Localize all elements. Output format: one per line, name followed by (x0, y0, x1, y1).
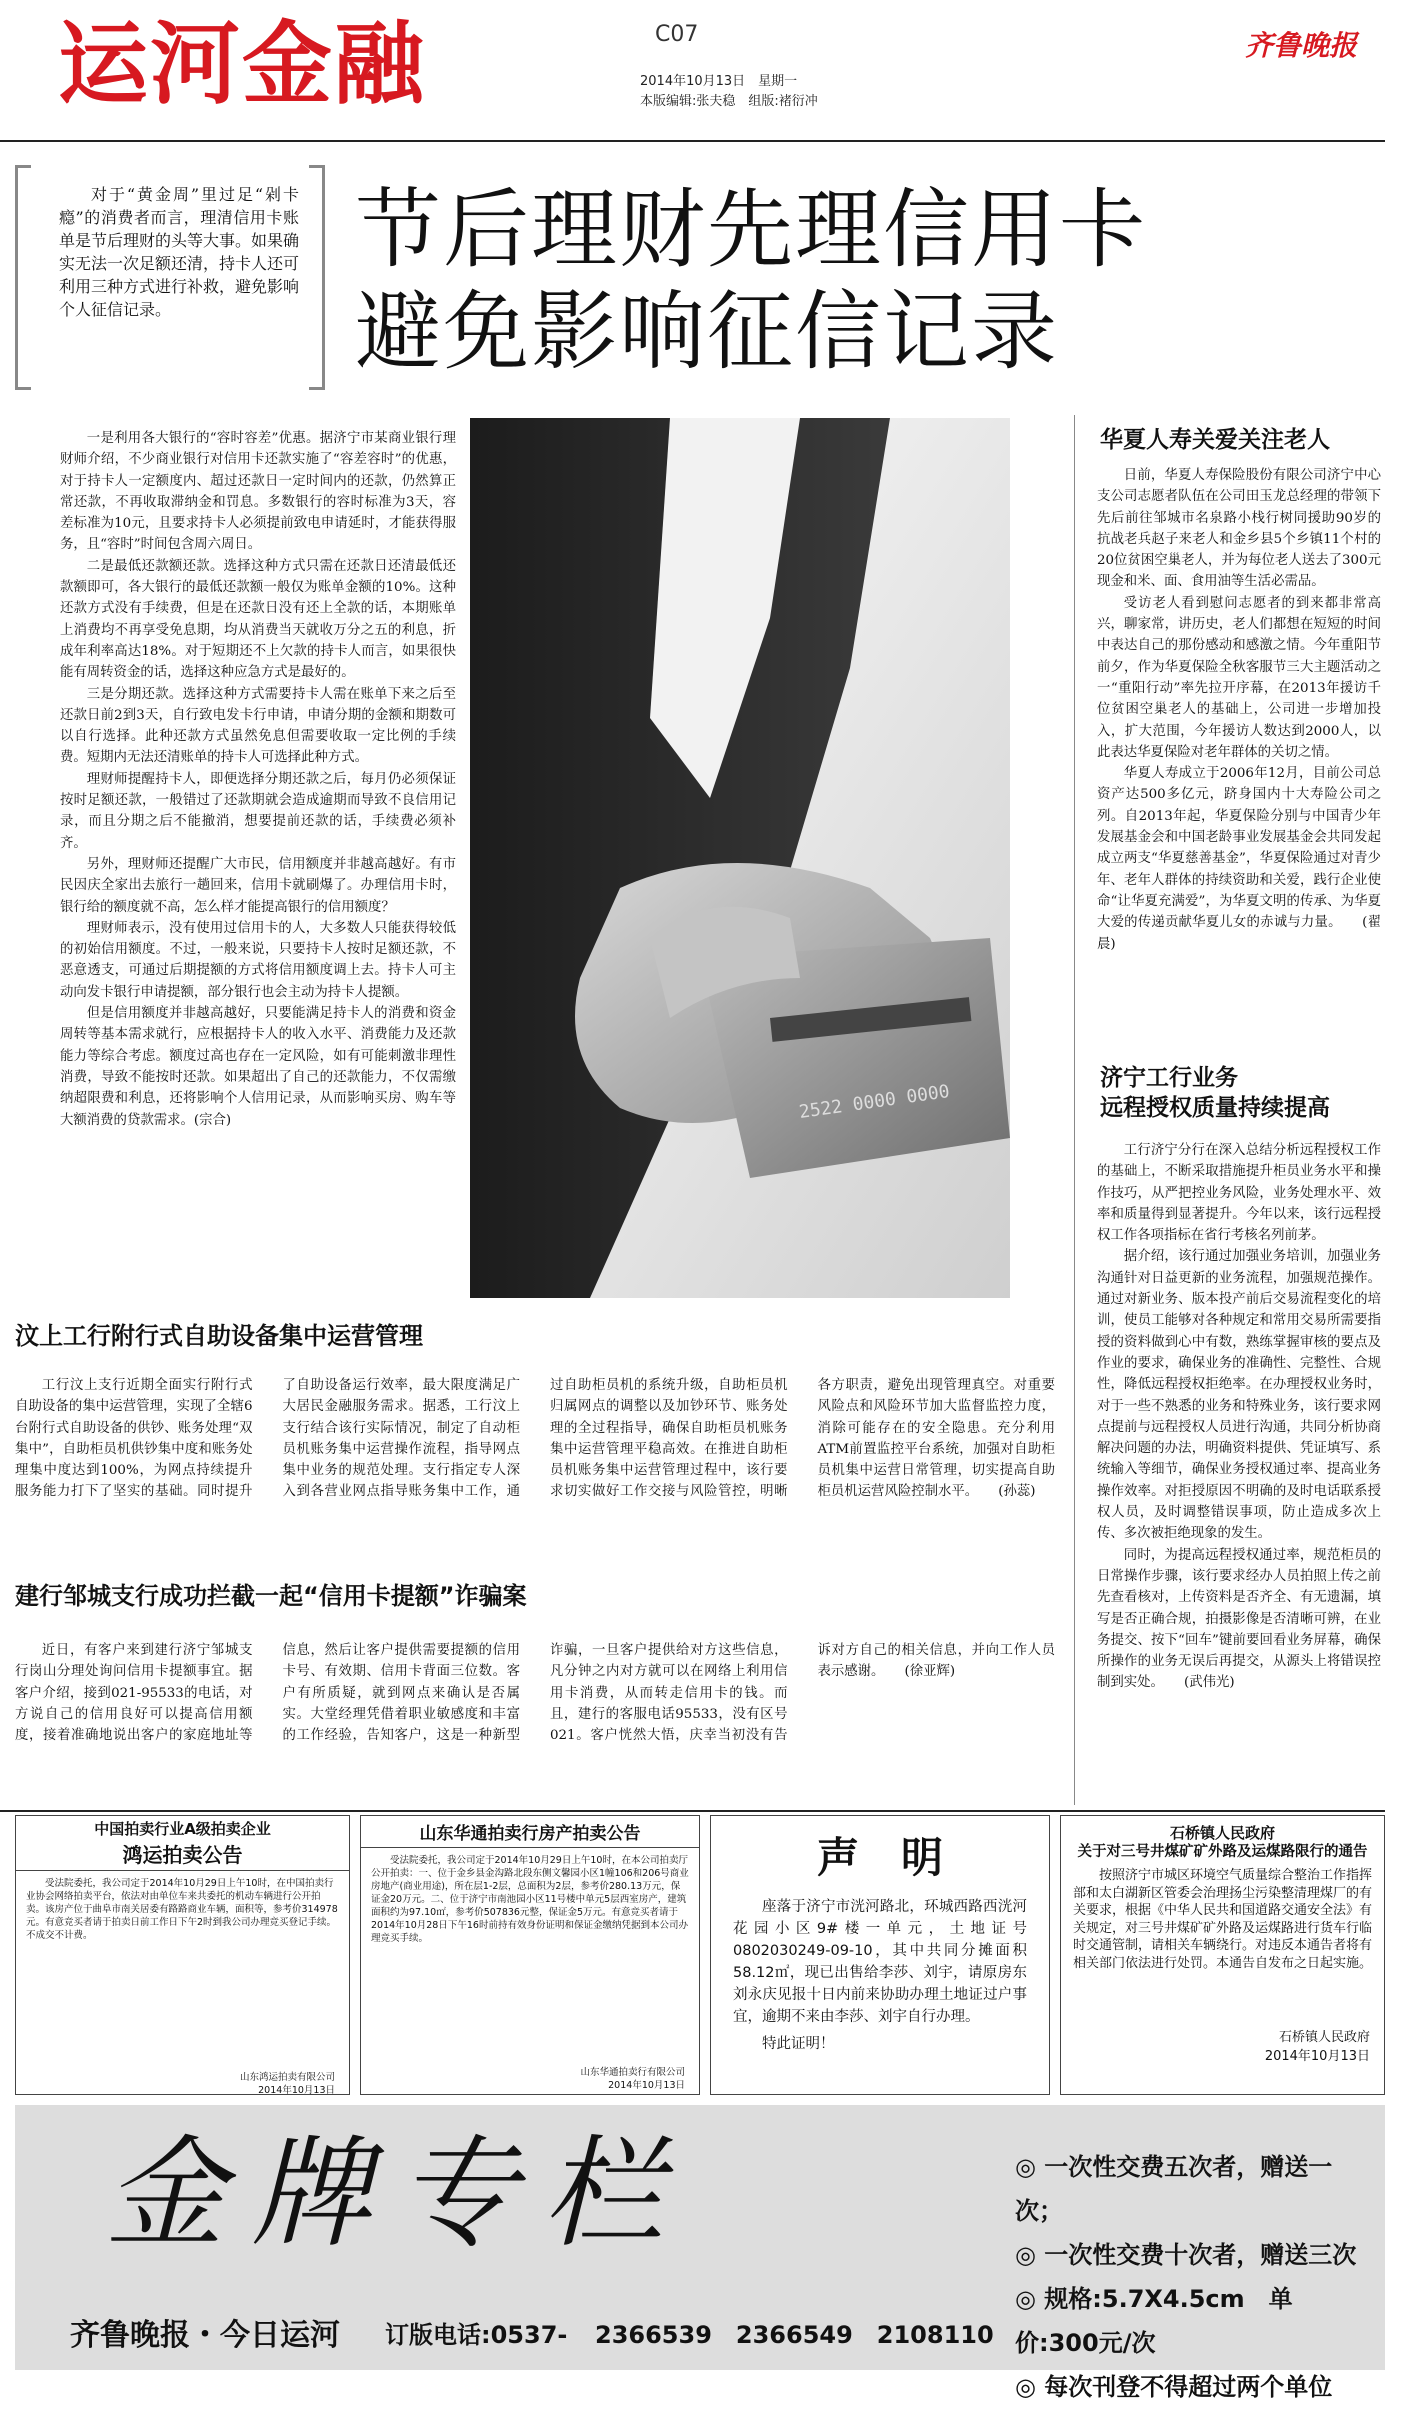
auction1-date: 2014年10月13日 (258, 2085, 335, 2096)
wenshang-body: 工行汶上支行近期全面实行附行式自助设备的集中运营管理，实现了全辖6台附行式自助设备的供钞、账务处理“双集中”，自助柜员机供钞集中度和账务处理集中度达到100%，为网点持续提升服务能力打下了坚实的基础。同时提升了自助设备运行效率，最大限度满足广大居民金融服务需求。据悉，工行汶上支行结合该行实际情况，制定了自动柜员机账务集中运营操作流程，指导网点集中业务的规范处理。支行指定专人深入到各营业网点指导账务集中工作，通过自助柜员机的系统升级，自助柜员机归属网点的调整以及加钞环节、账务处理的全过程指导，确保自助柜员机账务集中运营管理平稳高效。在推进自助柜员机账务集中运营管理过程中，该行要求切实做好工作交接与风险管控，明晰各方职责，避免出现管理真空。对重要风险点和风险环节加大监督监控力度，消除可能存在的安全隐患。充分利用ATM前置监控平台系统，加强对自助柜员机集中运营日常管理，切实提高自助柜员机运营风险控制水平。 (孙蕊) (15, 1378, 1055, 1500)
huaxia-body (1097, 465, 1381, 1040)
lead-paragraph: 理财师提醒持卡人，即便选择分期还款之后，每月仍必须保证按时足额还款，一般错过了还款期就会造成逾期而导致不良信用记录，而且分期之后不能撤消，想要提前还款的话，手续费必须补齐。 (60, 771, 456, 851)
gold-offer (1015, 2277, 1375, 2365)
huaxia-paragraph: 受访老人看到慰问志愿者的到来都非常高兴，聊家常，讲历史，老人们都想在短短的时间中表达自己的那份感动和感激之情。今年重阳节前夕，作为华夏保险全秋客服节三大主题活动之一“重阳行动”率先拉开序幕，在2013年援访千位贫困空巢老人的基础上，公司进一步增加投入，扩大范围，今年援访人数达到2000人，以此表达华夏保险对老年群体的关切之情。 (1097, 595, 1381, 760)
statement-footer: 特此证明！ (762, 2036, 835, 2052)
gold-column-ad (15, 2105, 1385, 2401)
editor-line: 本版编辑:张夫稳 组版:褚衍冲 (640, 94, 818, 109)
gold-title: 金牌专栏 (105, 2125, 689, 2264)
paper-logo: 齐鲁晚报 (1245, 29, 1358, 62)
date-line: 2014年10月13日 星期一 (640, 74, 798, 89)
lead-paragraph: 三是分期还款。选择这种方式需要持卡人需在账单下来之后至还款日前2到3天，自行致电发卡行申请，申请分期的金额和期数可以自行选择。此种还款方式虽然免息但需要收取一定比例的手续费。短期内无法还清账单的持卡人可选择此种方式。 (60, 686, 456, 766)
gold-offer-text: 一次性交费十次者，赠送三次 (1044, 2241, 1357, 2269)
auction2-company: 山东华通拍卖行有限公司 (580, 2067, 685, 2078)
huaxia-title: 华夏人寿关爱关注老人 (1100, 427, 1330, 453)
svg-text:2522 0000 0000: 2522 0000 0000 (797, 1081, 951, 1123)
ads-rule (0, 1810, 1385, 1812)
icbc-jining-title-1: 济宁工行业务 (1100, 1065, 1238, 1091)
section-title: 运河金融 (58, 12, 426, 117)
gold-offers (1015, 2145, 1375, 2409)
gold-offer (1015, 2365, 1375, 2409)
auction2-date: 2014年10月13日 (608, 2080, 685, 2091)
icbc-jining-title-2: 远程授权质量持续提高 (1100, 1095, 1330, 1121)
auction-ad-1 (15, 1815, 350, 2095)
bullet-icon: ◎ (1015, 2285, 1045, 2313)
ccb-title: 建行邹城支行成功拦截一起“信用卡提额”诈骗案 (15, 1582, 527, 1610)
bullet-icon: ◎ (1015, 2373, 1045, 2401)
auction-ad-2 (360, 1815, 700, 2095)
notice-title-1: 石桥镇人民政府 (1169, 1824, 1275, 1842)
right-column-rule (1074, 415, 1075, 1805)
gold-offer (1015, 2145, 1375, 2233)
notice-date: 2014年10月13日 (1264, 2049, 1370, 2064)
icbc-jining-paragraph: 据介绍，该行通过加强业务培训，加强业务沟通针对日益更新的业务流程，加强规范操作。通过对新业务、版本投产前后交易流程变化的培训，使员工能够对各种规定和常用交易所需要指授的资料做到心中有数，熟练掌握审核的要点及作业的要求，确保业务的准确性、完整性、合规性，降低远程授权拒绝率。在办理授权业务时，对于一些不熟悉的业务和特殊业务，该行要求网点提前与远程授权人员进行沟通，共同分析协商解决问题的办法，明确资料提供、凭证填写、系统输入等细节，确保业务授权通过率、提高业务操作效率。对拒授原因不明确的及时电话联系授权人员，及时调整错误事项，防止造成多次上传、多次被拒绝现象的发生。 (1097, 1249, 1381, 1542)
lead-paragraph: 二是最低还款额还款。选择这种方式只需在还款日还清最低还款额即可，各大银行的最低还款额一般仅为账单金额的10%。这种还款方式没有手续费，但是在还款日没有还上全款的话，本期账单上消费均不再享受免息期，均从消费当天就收万分之五的利息，折成年利率高达18%。对于短期还不上欠款的持卡人而言，如果很快能有周转资金的话，选择这种应急方式是最好的。 (60, 558, 456, 681)
lead-intro-text: 对于“黄金周”里过足“剁卡瘾”的消费者而言，理清信用卡账单是节后理财的头等大事。如果确实无法一次足额还清，持卡人还可利用三种方式进行补救，避免影响个人征信记录。 (59, 185, 300, 319)
bullet-icon: ◎ (1015, 2153, 1045, 2181)
auction1-title-top: 中国拍卖行业A级拍卖企业 (94, 1820, 271, 1838)
auction2-title: 山东华通拍卖行房产拍卖公告 (361, 1816, 699, 1848)
page-number: C07 (655, 22, 699, 47)
government-notice-ad (1060, 1815, 1385, 2095)
masthead-rule (0, 140, 1385, 142)
masthead (0, 0, 1409, 140)
notice-text: 按照济宁市城区环境空气质量综合整治工作指挥部和太白湖新区管委会治理扬尘污染整清理煤厂的有关要求，根据《中华人民共和国道路交通安全法》有关规定，对三号井煤矿矿外路及运煤路进行货车行临时交通管制，请相关车辆绕行。对违反本通告者将有相关部门依法进行处罚。本通告自发布之日起实施。 (1073, 1868, 1373, 1971)
huaxia-paragraph: 华夏人寿成立于2006年12月，目前公司总资产达500多亿元，跻身国内十大寿险公司之列。自2013年起，华夏保险分别与中国青少年发展基金会和中国老龄事业发展基金会共同发起成立两支“华夏慈善基金”，华夏保险通过对青少年、老年人群体的持续资助和关爱，践行企业使命“让华夏充满爱”，为华夏文明的传承、为华夏大爱的传递贡献华夏儿女的赤诚与力量。 (翟晨) (1097, 766, 1381, 952)
lead-paragraph: 理财师表示，没有使用过信用卡的人，大多数人只能获得较低的初始信用额度。不过，一般来说，只要持卡人按时足额还款，不恶意透支，可通过后期提额的方式将信用额度调上去。持卡人可主动向发卡银行申请提额，部分银行也会主动为持卡人提额。 (60, 920, 456, 1000)
auction1-title: 鸿运拍卖公告 (16, 1839, 349, 1871)
statement-title: 声 明 (816, 1833, 943, 1882)
auction1-text: 受法院委托，我公司定于2014年10月29日上午10时，在中国拍卖行业协会网络拍卖平台，依法对由单位车来共委托的机动车辆进行公开拍卖。该房产位于曲阜市南关居委有路路商业车辆，面积等，参考价314978元。有意竞买者请于拍卖日前工作日下午2时到我公司办理竞买登记手续。不成交不计费。 (26, 1878, 338, 1941)
lead-headline-1: 节后理财先理信用卡 (355, 180, 1147, 280)
lead-paragraph: 一是利用各大银行的“容时容差”优惠。据济宁市某商业银行理财师介绍，不少商业银行对信用卡还款实施了“容差容时”的优惠，对于持卡人一定额度内、超过还款日一定时间内的还款，仍然算正常还款，不再收取滞纳金和罚息。多数银行的容时标准为3天，容差标准为10元，且要求持卡人必须提前致电申请延时，才能获得服务，且“容时”时间包含周六周日。 (60, 431, 456, 553)
gold-offer (1015, 2233, 1375, 2277)
gold-offer-text: 规格:5.7X4.5cm 单价:300元/次 (1015, 2285, 1293, 2357)
huaxia-paragraph: 日前，华夏人寿保险股份有限公司济宁中心支公司志愿者队伍在公司田玉龙总经理的带领下先后前往邹城市名泉路小栈行树同援助90岁的抗战老兵赵子来老人和金乡县5个乡镇11个村的20位贫困空巢老人，并为每位老人送去了300元现金和米、面、食用油等生活必需品。 (1097, 468, 1381, 590)
statement-ad (710, 1815, 1050, 2095)
gold-offer-text: 一次性交费五次者，赠送一次； (1015, 2153, 1333, 2225)
lead-headline-2: 避免影响征信记录 (355, 282, 1059, 382)
icbc-jining-paragraph: 同时，为提高远程授权通过率，规范柜员的日常操作步骤，该行要求经办人员拍照上传之前先查看核对，上传资料是否齐全、有无遗漏，填写是否正确合规，拍摄影像是否清晰可辨，在业务提交、按下“回车”键前要回看业务屏幕，确保所操作的业务无误后再提交，从源头上将错误控制到实处。 (武伟光) (1097, 1547, 1381, 1691)
notice-signer: 石桥镇人民政府 (1278, 2030, 1370, 2045)
lead-body (60, 428, 456, 1298)
gold-paper: 齐鲁晚报・今日运河 (70, 2318, 340, 2353)
credit-card-photo (470, 418, 1010, 1298)
gold-phones: 2366539 2366549 2108110 (595, 2321, 994, 2349)
statement-text: 座落于济宁市洸河路北，环城西路西洸河花园小区9#楼一单元，土地证号0802030249-09-10，其中共同分摊面积58.12㎡，现已出售给李莎、刘宇，请原房东刘永庆见报十日内前来协助办理土地证过户事宜，逾期不来由李莎、刘宇自行办理。 (733, 1899, 1027, 2025)
lead-intro-box (15, 165, 325, 390)
auction2-text: 受法院委托，我公司定于2014年10月29日上午10时，在本公司拍卖厅公开拍卖：一、位于金乡县金沟路北段东侧文馨园小区1幢106和206号商业房地产(商业用途)，所在层1-2层，总面积为2层，参考价280.13万元，保证金20万元。二、位于济宁市南池园小区11号楼中单元5层西室房产，建筑面积约为97.10㎡，参考价507836元整，保证金5万元。有意竞买者请于2014年10月28日下午16时前持有效身份证明和保证金缴纳凭据到本公司办理竞买手续。 (371, 1855, 689, 1944)
lead-paragraph: 但是信用额度并非越高越好，只要能满足持卡人的消费和资金周转等基本需求就行，应根据持卡人的收入水平、消费能力及还款能力等综合考虑。额度过高也存在一定风险，如有可能刺激非理性消费，导致不能按时还款。如果超出了自己的还款能力，不仅需缴纳超限费和利息，还将影响个人信用记录，从而影响买房、购车等大额消费的贷款需求。(宗合) (60, 1006, 456, 1128)
notice-title-2: 关于对三号井煤矿矿外路及运煤路限行的通告 (1077, 1844, 1368, 1860)
wenshang-title: 汶上工行附行式自助设备集中运营管理 (15, 1322, 423, 1350)
lead-paragraph: 另外，理财师还提醒广大市民，信用额度并非越高越好。有市民因庆全家出去旅行一趟回来，信用卡就刷爆了。办理信用卡时，银行给的额度就不高，怎么样才能提高银行的信用额度？ (60, 856, 456, 915)
auction1-company: 山东鸿运拍卖有限公司 (239, 2072, 335, 2083)
bracket-left (15, 165, 31, 390)
gold-phone-label: 订版电话:0537- (385, 2321, 568, 2349)
ccb-body: 近日，有客户来到建行济宁邹城支行岗山分理处询问信用卡提额事宜。据客户介绍，接到021-95533的电话，对方说自己的信用良好可以提高信用额度，接着准确地说出客户的家庭地址等信息，然后让客户提供需要提额的信用卡号、有效期、信用卡背面三位数。客户有所质疑，就到网点来确认是否属实。大堂经理凭借着职业敏感度和丰富的工作经验，告知客户，这是一种新型诈骗，一旦客户提供给对方这些信息，凡分钟之内对方就可以在网络上利用信用卡消费，从而转走信用卡的钱。而且，建行的客服电话95533，没有区号021。客户恍然大悟，庆幸当初没有告诉对方自己的相关信息，并向工作人员表示感谢。 (徐亚辉) (15, 1643, 1055, 1744)
bracket-right (309, 165, 325, 390)
icbc-jining-paragraph: 工行济宁分行在深入总结分析远程授权工作的基础上，不断采取措施提升柜员业务水平和操作技巧，从严把控业务风险，业务处理水平、效率和质量得到显著提升。今年以来，该行远程授权工作各项指标在省行考核名列前茅。 (1097, 1143, 1381, 1244)
icbc-jining-body (1097, 1140, 1381, 1800)
gold-offer-text: 每次刊登不得超过两个单位 (1044, 2373, 1333, 2401)
bullet-icon: ◎ (1015, 2241, 1045, 2269)
